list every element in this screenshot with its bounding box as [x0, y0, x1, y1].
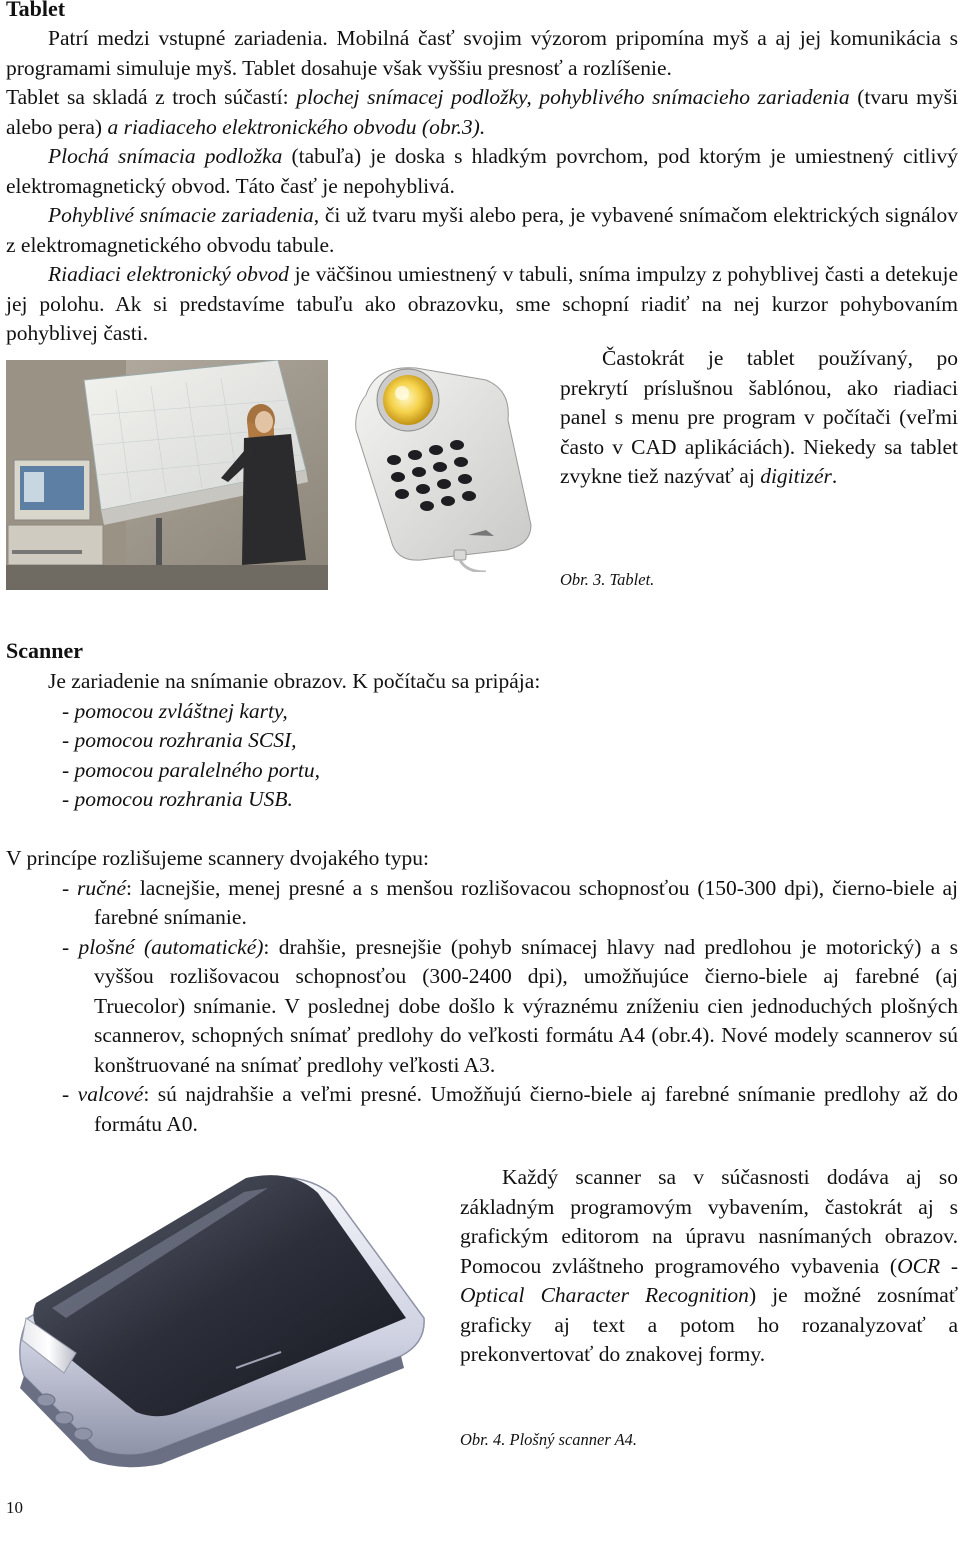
list-item: - pomocou zvláštnej karty, [62, 698, 288, 723]
figure-4-caption: Obr. 4. Plošný scanner A4. [460, 1430, 638, 1449]
scanner-intro: Je zariadenie na snímanie obrazov. K počítaču sa pripája: [48, 669, 541, 693]
list-item: - pomocou rozhrania SCSI, [62, 728, 297, 752]
scanner-type-handheld: - ručné: lacnejšie, menej presné a s menšou rozlišovacou schopnosťou (150-300 dpi), čierno-biele aj farebné snímanie. [62, 875, 958, 929]
tablet-paragraph-5: Riadiaci elektronický obvod je väčšinou umiestnený v tabuli, sníma impulzy z pohyblivej časti a detekuje jej polohu. Ak si predstavíme tabuľu ako obrazovku, sme schopní riadiť na nej kurzor pohybovaním pohyblivej časti. [6, 262, 958, 345]
tablet-side-text: Častokrát je tablet používaný, po prekrytí príslušnou šablónou, ako riadiaci panel s menu pre program v počítači (veľmi často v CAD aplikáciách). Niekedy sa tablet zvykne tiež nazývať aj digitizér. [560, 346, 958, 488]
page-number: 10 [6, 1498, 23, 1517]
scanner-type-flatbed: - plošné (automatické): drahšie, presnejšie (pohyb snímacej hlavy nad predlohou je motorický) a s vyššou rozlišovacou schopnosťou (300-2400 dpi), umožňujúce čierno-biele aj farebné (aj Truecolor) snímanie. V poslednej dobe došlo k výraznému zníženiu cien jednoduchých plošných scannerov, schopných snímať predlohy do veľkosti formátu A4 (obr.4). Nové modely scannerov sú konštruované na snímať predlohy veľkosti A3. [62, 934, 958, 1077]
digitizer-puck-photo [336, 360, 534, 572]
list-item: - pomocou paralelného portu, [62, 757, 320, 782]
scanner-types-intro: V princípe rozlišujeme scannery dvojakého typu: [6, 846, 429, 870]
tablet-workstation-photo [6, 360, 328, 590]
tablet-paragraph-2: Tablet sa skladá z troch súčastí: plochej snímacej podložky, pohyblivého snímacieho zariadenia (tvaru myši alebo pera) a riadiaceho elektronického obvodu (obr.3). [6, 85, 958, 139]
flatbed-scanner-photo [6, 1168, 446, 1468]
scanner-side-text: Každý scanner sa v súčasnosti dodáva aj so základným programovým vybavením, častokrát aj s grafickým editorom na úpravu nasnímaných obrazov. Pomocou zvláštneho programového vybavenia (OCR - Optical Character Recognition) je možné zosnímať graficky aj text a potom ho rozanalyzovať a prekonvertovať do znakovej formy. [460, 1165, 959, 1366]
tablet-paragraph-1: Patrí medzi vstupné zariadenia. Mobilná časť svojim výzorom pripomína myš a aj jej komunikácia s programami simuluje myš. Tablet dosahuje však vyššiu presnosť a rozlíšenie. [6, 26, 958, 80]
list-item: - pomocou rozhrania USB. [62, 787, 293, 811]
section-title-tablet: Tablet [6, 0, 66, 21]
scanner-type-drum: - valcové: sú najdrahšie a veľmi presné. Umožňujú čierno-biele aj farebné snímanie predlohy až do formátu A0. [62, 1082, 958, 1136]
tablet-text-block [6, 24, 958, 349]
tablet-paragraph-4: Pohyblivé snímacie zariadenia, či už tvaru myši alebo pera, je vybavené snímačom elektrických signálov z elektromagnetického obvodu tabule. [6, 203, 959, 257]
tablet-paragraph-3: Plochá snímacia podložka (tabuľa) je doska s hladkým povrchom, pod ktorým je umiestnený citlivý elektromagnetický obvod. Táto časť je nepohyblivá. [6, 144, 958, 198]
scanner-types-list [6, 874, 958, 1140]
scanner-text-block [6, 667, 958, 1139]
figure-3-caption: Obr. 3. Tablet. [560, 570, 655, 589]
connection-list [6, 697, 958, 815]
section-title-scanner: Scanner [6, 638, 83, 663]
